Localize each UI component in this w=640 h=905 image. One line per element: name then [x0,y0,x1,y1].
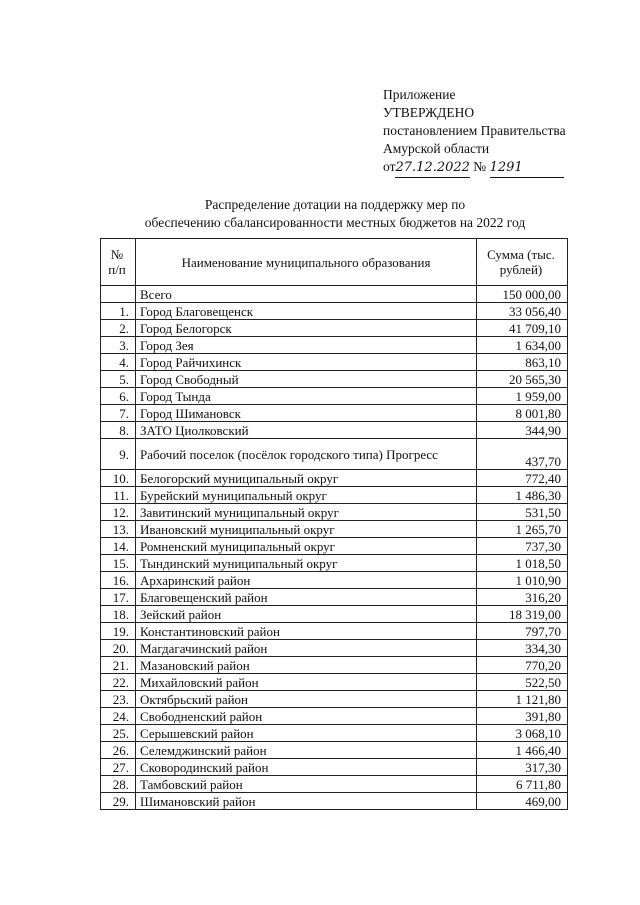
table-row [101,405,568,422]
table-row [101,504,568,521]
approval-line-approved: УТВЕРЖДЕНО [383,105,475,120]
row-name: Бурейский муниципальный округ [136,487,477,504]
total-sum: 150 000,00 [477,286,568,303]
row-name: Зейский район [136,606,477,623]
row-sum: 1 466,40 [477,742,568,759]
row-number: 7. [101,405,136,422]
row-sum: 33 056,40 [477,303,568,320]
row-number: 14. [101,538,136,555]
document-title [130,196,540,232]
row-name: Магдагачинский район [136,640,477,657]
row-name: Свободненский район [136,708,477,725]
approval-number: 1291 [490,159,564,178]
table-row [101,371,568,388]
row-sum: 6 711,80 [477,776,568,793]
table-header-row [101,239,568,286]
table-row [101,589,568,606]
row-sum: 737,30 [477,538,568,555]
header-name: Наименование муниципального образования [136,239,477,286]
table-row [101,657,568,674]
row-number: 6. [101,388,136,405]
approval-line-appendix: Приложение [383,87,456,102]
row-name: Город Свободный [136,371,477,388]
row-name: ЗАТО Циолковский [136,422,477,439]
row-name: Город Зея [136,337,477,354]
table-row [101,487,568,504]
approval-stamp [383,86,566,178]
row-sum: 41 709,10 [477,320,568,337]
row-number: 8. [101,422,136,439]
row-number: 15. [101,555,136,572]
row-number: 17. [101,589,136,606]
row-number: 10. [101,470,136,487]
row-number: 18. [101,606,136,623]
table-row [101,708,568,725]
table-row [101,354,568,371]
row-name: Ромненский муниципальный округ [136,538,477,555]
date-prefix: от [383,159,396,174]
row-name: Город Благовещенск [136,303,477,320]
table-row [101,521,568,538]
table-row [101,470,568,487]
row-sum: 1 010,90 [477,572,568,589]
title-line-1: Распределение дотации на поддержку мер по [204,197,466,212]
row-name: Ивановский муниципальный округ [136,521,477,538]
row-number: 26. [101,742,136,759]
table-row [101,742,568,759]
row-number: 16. [101,572,136,589]
row-sum: 522,50 [477,674,568,691]
table-row [101,793,568,810]
row-name: Михайловский район [136,674,477,691]
approval-date-line [383,158,566,178]
row-sum: 1 486,30 [477,487,568,504]
row-name: Константиновский район [136,623,477,640]
row-sum: 1 959,00 [477,388,568,405]
row-name: Город Тында [136,388,477,405]
row-sum: 334,30 [477,640,568,657]
row-sum: 18 319,00 [477,606,568,623]
table-row [101,572,568,589]
total-number-cell [101,286,136,303]
row-number: 19. [101,623,136,640]
row-sum: 531,50 [477,504,568,521]
row-sum: 3 068,10 [477,725,568,742]
table-body [101,286,568,810]
table-row [101,674,568,691]
row-number: 5. [101,371,136,388]
row-number: 25. [101,725,136,742]
row-name: Завитинский муниципальный округ [136,504,477,521]
row-number: 11. [101,487,136,504]
table-row [101,337,568,354]
row-sum: 20 565,30 [477,371,568,388]
row-sum: 1 265,70 [477,521,568,538]
number-prefix: № [473,159,487,174]
row-name: Сковородинский район [136,759,477,776]
row-sum: 797,70 [477,623,568,640]
row-number: 28. [101,776,136,793]
row-sum: 1 121,80 [477,691,568,708]
table-row [101,303,568,320]
table-row [101,439,568,470]
row-sum: 770,20 [477,657,568,674]
title-line-2: обеспечению сбалансированности местных бюджетов на 2022 год [144,215,526,230]
row-name: Селемджинский район [136,742,477,759]
row-sum: 437,70 [477,439,568,470]
table-row [101,320,568,337]
row-name: Город Белогорск [136,320,477,337]
row-name: Город Шимановск [136,405,477,422]
row-number: 22. [101,674,136,691]
row-name: Белогорский муниципальный округ [136,470,477,487]
row-sum: 316,20 [477,589,568,606]
row-name: Серышевский район [136,725,477,742]
row-name: Октябрьский район [136,691,477,708]
table-row [101,422,568,439]
table-row [101,725,568,742]
row-name: Благовещенский район [136,589,477,606]
row-number: 27. [101,759,136,776]
row-number: 4. [101,354,136,371]
row-sum: 772,40 [477,470,568,487]
table-row [101,606,568,623]
row-name: Рабочий поселок (посёлок городского типа) Прогресс [136,439,477,470]
row-number: 12. [101,504,136,521]
total-label: Всего [136,286,477,303]
table-row [101,538,568,555]
table-row [101,555,568,572]
header-number: № п/п [101,239,136,286]
row-name: Город Райчихинск [136,354,477,371]
row-name: Архаринский район [136,572,477,589]
row-number: 29. [101,793,136,810]
distribution-table [100,238,568,810]
row-sum: 1 634,00 [477,337,568,354]
row-name: Шимановский район [136,793,477,810]
table-row [101,388,568,405]
row-number: 1. [101,303,136,320]
approval-line-region: Амурской области [383,141,490,156]
row-number: 23. [101,691,136,708]
row-sum: 1 018,50 [477,555,568,572]
approval-date: 27.12.2022 [395,159,469,178]
table-row [101,759,568,776]
row-sum: 317,30 [477,759,568,776]
total-row [101,286,568,303]
row-sum: 344,90 [477,422,568,439]
row-sum: 469,00 [477,793,568,810]
row-sum: 863,10 [477,354,568,371]
row-number: 13. [101,521,136,538]
row-number: 24. [101,708,136,725]
row-number: 3. [101,337,136,354]
table-row [101,776,568,793]
row-number: 9. [101,439,136,470]
table-row [101,640,568,657]
row-name: Тамбовский район [136,776,477,793]
table-row [101,623,568,640]
row-sum: 8 001,80 [477,405,568,422]
row-number: 20. [101,640,136,657]
row-name: Тындинский муниципальный округ [136,555,477,572]
row-sum: 391,80 [477,708,568,725]
header-sum: Сумма (тыс. рублей) [477,239,568,286]
row-number: 2. [101,320,136,337]
table-row [101,691,568,708]
row-number: 21. [101,657,136,674]
row-name: Мазановский район [136,657,477,674]
approval-line-resolution: постановлением Правительства [383,123,566,138]
